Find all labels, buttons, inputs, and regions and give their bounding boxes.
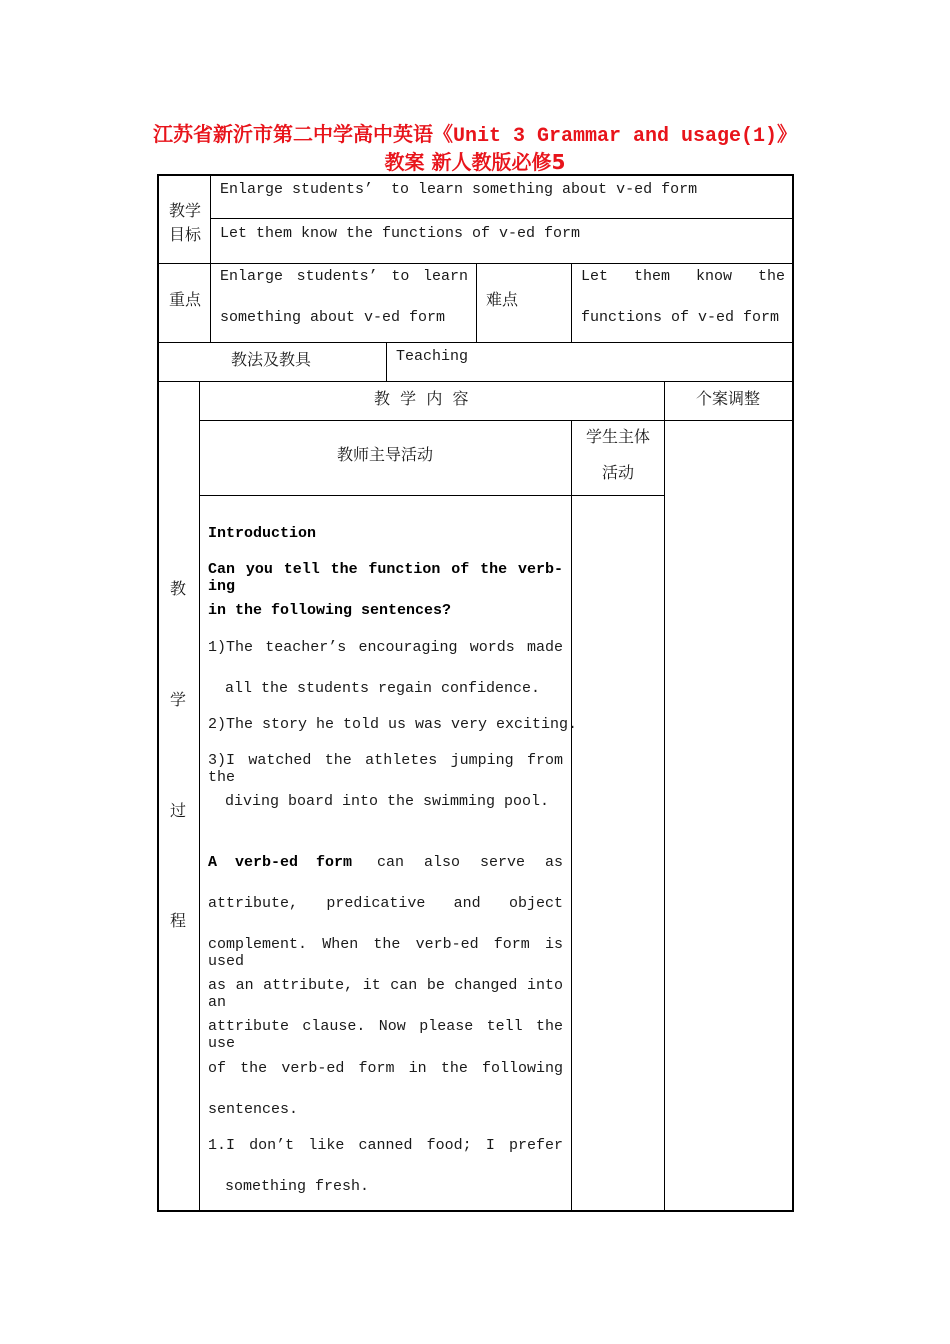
paragraph-line4: as an attribute, it can be changed into an	[208, 977, 563, 1011]
sentence-3-line2: diving board into the swimming pool.	[225, 793, 550, 810]
key-points-text-line1: Enlarge students’ to learn	[220, 268, 468, 285]
divider	[571, 263, 572, 343]
process-side-char-3: 过	[170, 801, 187, 820]
document-title-line2: 教案 新人教版必修5	[384, 150, 566, 174]
verb-ed-heading: A verb-ed form	[208, 854, 353, 871]
table-border-left	[157, 174, 159, 1212]
key-points-label: 重点	[169, 290, 202, 309]
goals-label-line1: 教学	[169, 201, 202, 220]
divider	[210, 263, 211, 343]
sentence-1-line2: all the students regain confidence.	[225, 680, 541, 697]
intro-question-line1: Can you tell the function of the verb-ing	[208, 561, 563, 595]
paragraph-line7: sentences.	[208, 1101, 299, 1118]
teacher-activity-header: 教师主导活动	[337, 445, 434, 464]
divider	[210, 218, 793, 219]
student-activity-header-line2: 活动	[602, 463, 635, 482]
divider	[210, 174, 211, 264]
difficult-points-label: 难点	[486, 290, 519, 309]
paragraph-line2: attribute, predicative and object	[208, 895, 563, 912]
sentence-1-line1: 1)The teacher’s encouraging words made	[208, 639, 563, 656]
divider	[157, 342, 793, 343]
goal-text-1: Enlarge students’ to learn something about v-ed form	[220, 181, 698, 198]
intro-question-line2: in the following sentences?	[208, 602, 452, 619]
divider	[199, 495, 665, 496]
table-border-right	[792, 174, 794, 1212]
key-points-text-line2: something about v-ed form	[220, 309, 446, 326]
adjustment-header: 个案调整	[696, 389, 761, 408]
paragraph-line6: of the verb-ed form in the following	[208, 1060, 563, 1077]
divider	[157, 263, 793, 264]
table-border-top	[157, 174, 794, 176]
process-side-char-4: 程	[170, 911, 187, 930]
intro-heading: Introduction	[208, 525, 317, 542]
divider	[386, 342, 387, 382]
difficult-points-text-line1: Let them know the	[581, 268, 785, 285]
student-activity-header-line1: 学生主体	[586, 427, 651, 446]
divider	[157, 381, 793, 382]
table-border-bottom	[157, 1210, 794, 1212]
divider	[476, 263, 477, 343]
paragraph-line5: attribute clause. Now please tell the use	[208, 1018, 563, 1052]
process-side-char-2: 学	[170, 690, 187, 709]
paragraph-line3: complement. When the verb-ed form is used	[208, 936, 563, 970]
divider	[199, 420, 793, 421]
content-header: 教 学 内 容	[374, 389, 469, 408]
divider	[571, 420, 572, 1211]
example-1-line2: something fresh.	[225, 1178, 370, 1195]
sentence-2: 2)The story he told us was very exciting.	[208, 716, 578, 733]
divider	[199, 381, 200, 1211]
process-side-char-1: 教	[170, 579, 187, 598]
goals-label-line2: 目标	[169, 225, 202, 244]
divider	[664, 381, 665, 1211]
method-value: Teaching	[396, 348, 469, 365]
method-label: 教法及教具	[231, 350, 312, 369]
paragraph-line1-rest: can also serve as	[377, 854, 563, 871]
example-1-line1: 1.I don’t like canned food; I prefer	[208, 1137, 563, 1154]
difficult-points-text-line2: functions of v-ed form	[581, 309, 780, 326]
document-title-line1: 江苏省新沂市第二中学高中英语《Unit 3 Grammar and usage(1)》	[152, 125, 798, 148]
goal-text-2: Let them know the functions of v-ed form	[220, 225, 581, 242]
sentence-3-line1: 3)I watched the athletes jumping from the	[208, 752, 563, 786]
